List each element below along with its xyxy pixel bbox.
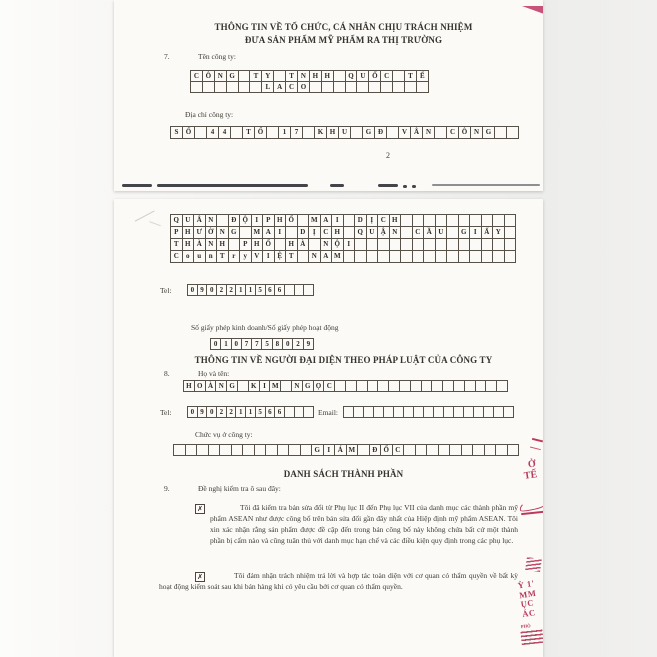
grid-cell: 7 xyxy=(290,126,303,139)
grid-cell: 6 xyxy=(274,284,285,296)
red-stamp-fragment-o: Ở xyxy=(527,458,537,471)
grid-cell: Ệ xyxy=(274,250,287,263)
grid-cell: 2 xyxy=(216,284,227,296)
grid-cell: Ố xyxy=(380,444,393,456)
grid-cell: V xyxy=(398,126,411,139)
grid-cell: I xyxy=(343,238,356,251)
scan-smudge xyxy=(122,184,152,187)
grid-cell: Q xyxy=(345,70,358,82)
grid-cell: N xyxy=(215,380,227,392)
grid-cell: C xyxy=(323,380,335,392)
scan-smudge xyxy=(403,185,407,188)
item9-number: 9. xyxy=(164,484,170,493)
grid-cell: À xyxy=(193,238,206,251)
grid-cell: H xyxy=(285,238,298,251)
grid-cell: o xyxy=(182,250,195,263)
representative-name-grid xyxy=(183,380,508,392)
grid-cell: C xyxy=(320,226,333,239)
grid-cell: G xyxy=(482,126,495,139)
grid-cell: n xyxy=(205,250,218,263)
grid-cell: N xyxy=(422,126,435,139)
grid-cell: C xyxy=(392,444,405,456)
company-name-grid-row2 xyxy=(190,81,429,93)
grid-cell: A xyxy=(262,226,275,239)
grid-cell: G xyxy=(226,70,239,82)
license-label: Số giấy phép kinh doanh/Số giấy phép hoạt động xyxy=(191,323,339,332)
grid-cell: Ầ xyxy=(423,226,436,239)
grid-cell: 1 xyxy=(278,126,291,139)
position-grid xyxy=(173,444,519,456)
grid-cell: 5 xyxy=(255,284,266,296)
stamp-ring-line: Ỳ 1' xyxy=(516,577,536,591)
grid-cell: Ấ xyxy=(481,226,494,239)
grid-cell: Ọ xyxy=(313,380,325,392)
grid-cell: T xyxy=(285,250,298,263)
red-stamp-hatch-mark xyxy=(525,557,542,572)
grid-cell: I xyxy=(469,226,482,239)
grid-cell xyxy=(503,406,514,418)
grid-cell: 0 xyxy=(282,338,293,350)
grid-cell: Đ xyxy=(369,444,382,456)
grid-cell: H xyxy=(251,238,264,251)
representative-tel-grid xyxy=(187,406,314,418)
grid-cell: Đ xyxy=(228,214,241,227)
grid-cell: Ờ xyxy=(205,226,218,239)
grid-cell: I xyxy=(274,226,287,239)
declaration-text-1: Tôi đã kiểm tra bản sửa đổi từ Phụ lục II đến Phụ lục VII của danh mục các thành phần mỹ phẩm ASEAN như được công bố trên bản sửa đổi gần đây nhất của Hiệp định mỹ phẩm ASEAN. Tôi xin xác nhận rằng sản phẩm được đề cập đến trong bản công bố này không chứa bất cứ một thành phần bị cấm nào và cũng tuân thủ với danh mục hạn chế và các điều kiện quy định trong các phụ lục. xyxy=(210,503,518,545)
grid-cell: O xyxy=(297,81,310,93)
company-address-grid xyxy=(170,126,519,139)
grid-cell: I xyxy=(331,214,344,227)
grid-cell: C xyxy=(170,250,183,263)
grid-cell: 0 xyxy=(206,284,217,296)
grid-cell: Ộ xyxy=(239,214,252,227)
grid-cell: 7 xyxy=(251,338,262,350)
grid-cell: U xyxy=(356,70,369,82)
grid-cell: N xyxy=(216,226,229,239)
tel2-label: Tel: xyxy=(160,408,172,417)
grid-cell: C xyxy=(446,126,459,139)
grid-cell: 1 xyxy=(235,284,246,296)
grid-cell: M xyxy=(269,380,281,392)
grid-cell: 9 xyxy=(197,406,208,418)
grid-cell: A xyxy=(320,214,333,227)
grid-cell: Â xyxy=(193,214,206,227)
grid-cell: N xyxy=(389,226,402,239)
grid-cell xyxy=(506,126,519,139)
scan-smudge xyxy=(432,184,540,186)
grid-cell: Ậ xyxy=(377,226,390,239)
grid-cell: C xyxy=(377,214,390,227)
grid-cell: I xyxy=(251,214,264,227)
grid-cell: 0 xyxy=(206,406,217,418)
document-page-1 xyxy=(114,0,543,191)
grid-cell: 6 xyxy=(265,284,276,296)
grid-cell: M xyxy=(251,226,264,239)
grid-cell: 6 xyxy=(274,406,285,418)
checkbox-icon: ✗ xyxy=(195,504,205,514)
scan-smudge xyxy=(412,185,416,188)
stamp-ring-line: MM xyxy=(518,587,537,600)
grid-cell: 1 xyxy=(220,338,231,350)
grid-cell: Q xyxy=(170,214,183,227)
grid-cell: 2 xyxy=(292,338,303,350)
license-number-grid xyxy=(210,338,314,350)
stamp-ring-line: ỤC xyxy=(519,597,535,610)
grid-cell: 1 xyxy=(245,406,256,418)
grid-cell: K xyxy=(248,380,260,392)
document-page-2 xyxy=(114,199,543,657)
pencil-mark xyxy=(147,221,161,232)
ingredients-list-header: DANH SÁCH THÀNH PHẦN xyxy=(283,469,404,479)
grid-cell: Ô xyxy=(458,126,471,139)
grid-cell: T xyxy=(242,126,255,139)
company-tel-grid xyxy=(187,284,314,296)
grid-cell: U xyxy=(435,226,448,239)
grid-cell: r xyxy=(228,250,241,263)
item8-number: 8. xyxy=(164,369,170,378)
grid-cell: 5 xyxy=(255,406,266,418)
grid-cell: I xyxy=(262,250,275,263)
grid-cell: M xyxy=(331,250,344,263)
grid-cell: Ộ xyxy=(331,238,344,251)
grid-cell: À xyxy=(297,238,310,251)
grid-cell: O xyxy=(194,380,206,392)
grid-cell: 5 xyxy=(261,338,272,350)
grid-cell: Ế xyxy=(416,70,429,82)
item7-number: 7. xyxy=(164,52,170,61)
grid-cell xyxy=(507,444,520,456)
grid-cell: Â xyxy=(410,126,423,139)
grid-cell: N xyxy=(291,380,303,392)
grid-cell: Q xyxy=(354,226,367,239)
grid-cell: H xyxy=(274,214,287,227)
grid-cell: y xyxy=(239,250,252,263)
email-grid xyxy=(343,406,514,418)
grid-cell: C xyxy=(285,81,298,93)
address-grid-row4 xyxy=(170,250,516,263)
grid-cell: G xyxy=(228,226,241,239)
email-label: Email: xyxy=(318,408,338,417)
grid-cell: Ô xyxy=(202,70,215,82)
grid-cell: G xyxy=(362,126,375,139)
grid-cell: M xyxy=(308,214,321,227)
grid-cell: U xyxy=(182,214,195,227)
grid-cell: M xyxy=(346,444,359,456)
grid-cell: N xyxy=(205,214,218,227)
stamp-ring-line: ÁC xyxy=(521,606,537,619)
scan-smudge xyxy=(157,184,308,187)
grid-cell: L xyxy=(261,81,274,93)
item9-label: Đề nghị kiểm tra ô sau đây: xyxy=(198,484,281,493)
mini-stamp-text: PHÒ xyxy=(520,623,531,630)
grid-cell: Y xyxy=(261,70,274,82)
grid-cell: Á xyxy=(334,444,347,456)
declaration-text-2: Tôi đảm nhận trách nhiệm trả lời và hợp tác toàn diện với cơ quan có thẩm quyền về bất kỳ hoạt động kiểm soát sau khi bán hàng khi có yêu cầu bởi cơ quan có thẩm quyền. xyxy=(159,571,518,591)
grid-cell: H xyxy=(326,126,339,139)
grid-cell xyxy=(496,380,508,392)
red-round-stamp-fragment xyxy=(517,579,540,619)
grid-cell: H xyxy=(216,238,229,251)
grid-cell: 6 xyxy=(265,406,276,418)
grid-cell: D xyxy=(354,214,367,227)
grid-cell: P xyxy=(262,214,275,227)
grid-cell: H xyxy=(321,70,334,82)
scan-smudge xyxy=(378,184,398,187)
red-stamp-fragment-te: TẾ xyxy=(523,469,539,482)
red-corner-stamp-mark xyxy=(522,6,543,14)
grid-cell: 8 xyxy=(272,338,283,350)
grid-cell: Ố xyxy=(368,70,381,82)
grid-cell: G xyxy=(311,444,324,456)
red-mini-stamp xyxy=(520,623,543,645)
grid-cell: G xyxy=(226,380,238,392)
grid-cell: u xyxy=(193,250,206,263)
grid-cell: 0 xyxy=(187,406,198,418)
grid-cell: Ổ xyxy=(254,126,267,139)
grid-cell: T xyxy=(404,70,417,82)
grid-cell: Đ xyxy=(374,126,387,139)
grid-cell: K xyxy=(314,126,327,139)
tel-label: Tel: xyxy=(160,286,172,295)
grid-cell: Ư xyxy=(193,226,206,239)
grid-cell: Y xyxy=(492,226,505,239)
red-signature-swirl xyxy=(521,507,543,515)
grid-cell xyxy=(303,406,314,418)
grid-cell: 9 xyxy=(197,284,208,296)
grid-cell: A xyxy=(320,250,333,263)
grid-cell: T xyxy=(170,238,183,251)
grid-cell: T xyxy=(216,250,229,263)
grid-cell: 2 xyxy=(226,406,237,418)
responsible-org-header-line2: ĐƯA SẢN PHẨM MỸ PHẨM RA THỊ TRƯỜNG xyxy=(244,35,443,45)
grid-cell: D xyxy=(297,226,310,239)
grid-cell xyxy=(416,81,429,93)
grid-cell: C xyxy=(412,226,425,239)
grid-cell: I xyxy=(259,380,271,392)
grid-cell: P xyxy=(170,226,183,239)
grid-cell: H xyxy=(182,238,195,251)
grid-cell: N xyxy=(205,238,218,251)
grid-cell: Ố xyxy=(182,126,195,139)
name-label: Họ và tên: xyxy=(198,369,230,378)
grid-cell: U xyxy=(366,226,379,239)
grid-cell: N xyxy=(308,250,321,263)
grid-cell: N xyxy=(470,126,483,139)
grid-cell: 1 xyxy=(235,406,246,418)
grid-cell: H xyxy=(183,380,195,392)
grid-cell: N xyxy=(214,70,227,82)
grid-cell: H xyxy=(331,226,344,239)
grid-cell: N xyxy=(297,70,310,82)
grid-cell: T xyxy=(285,70,298,82)
scan-smudge xyxy=(330,184,344,187)
grid-cell: S xyxy=(170,126,183,139)
grid-cell: 4 xyxy=(206,126,219,139)
grid-cell: Ị xyxy=(308,226,321,239)
grid-cell: C xyxy=(190,70,203,82)
grid-cell: U xyxy=(338,126,351,139)
legal-representative-header: THÔNG TIN VỀ NGƯỜI ĐẠI DIỆN THEO PHÁP LUẬT CỦA CÔNG TY xyxy=(194,355,493,365)
grid-cell: 9 xyxy=(303,338,314,350)
company-address-label: Địa chỉ công ty: xyxy=(185,110,234,119)
grid-cell xyxy=(303,284,314,296)
grid-cell: 0 xyxy=(231,338,242,350)
grid-cell: Ố xyxy=(285,214,298,227)
grid-cell: G xyxy=(458,226,471,239)
grid-cell: A xyxy=(273,81,286,93)
grid-cell: V xyxy=(251,250,264,263)
grid-cell: T xyxy=(249,70,262,82)
grid-cell: N xyxy=(320,238,333,251)
company-name-label: Tên công ty: xyxy=(198,52,236,61)
grid-cell: 0 xyxy=(187,284,198,296)
page-number: 2 xyxy=(386,151,390,160)
grid-cell xyxy=(504,250,517,263)
grid-cell: 2 xyxy=(216,406,227,418)
grid-cell: 0 xyxy=(210,338,221,350)
grid-cell: 2 xyxy=(226,284,237,296)
grid-cell: G xyxy=(302,380,314,392)
grid-cell: 1 xyxy=(245,284,256,296)
grid-cell: Ị xyxy=(366,214,379,227)
grid-cell: H xyxy=(309,70,322,82)
grid-cell: C xyxy=(380,70,393,82)
grid-cell: I xyxy=(323,444,336,456)
grid-cell: P xyxy=(239,238,252,251)
grid-cell: H xyxy=(182,226,195,239)
grid-cell: 7 xyxy=(241,338,252,350)
checkbox-icon: ✗ xyxy=(195,572,205,582)
responsible-org-header-line1: THÔNG TIN VỀ TỔ CHỨC, CÁ NHÂN CHỊU TRÁCH NHIỆM xyxy=(214,22,473,32)
grid-cell: H xyxy=(389,214,402,227)
red-stamp-fragment-mark xyxy=(530,438,543,450)
grid-cell: À xyxy=(205,380,217,392)
grid-cell: Ố xyxy=(262,238,275,251)
position-label: Chức vụ ở công ty: xyxy=(195,430,253,439)
grid-cell: 4 xyxy=(218,126,231,139)
